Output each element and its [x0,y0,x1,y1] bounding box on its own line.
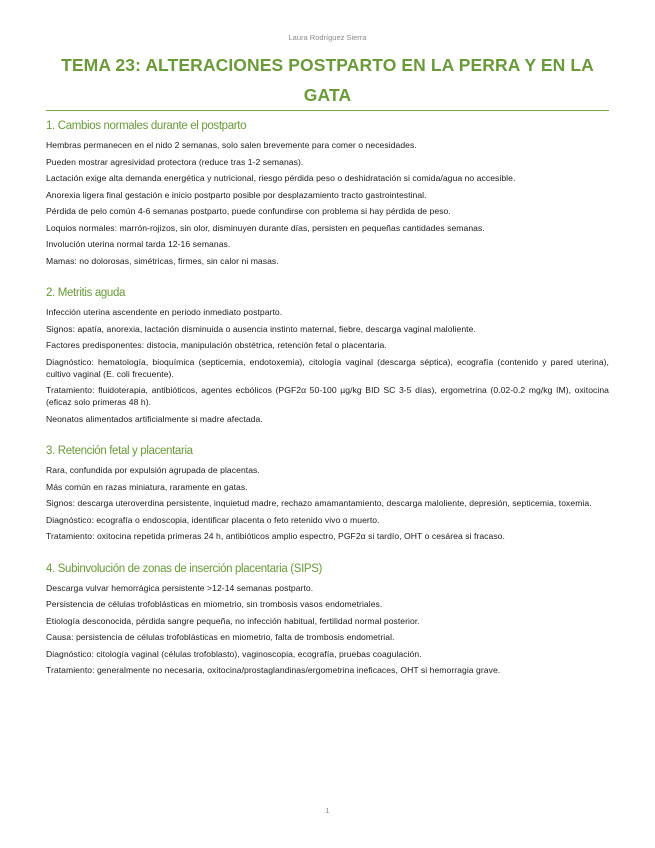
paragraph: Signos: descarga uteroverdina persistente, inquietud madre, rechazo amamantamiento, descarga maloliente, depresión, septicemia, toxemia. [46,498,592,508]
paragraph: Rara, confundida por expulsión agrupada de placentas. [46,465,260,475]
paragraph: Hembras permanecen en el nido 2 semanas, solo salen brevemente para comer o necesidades. [46,140,417,150]
paragraph: Diagnóstico: hematología, bioquímica (septicemia, endotoxemia), citología vaginal (descarga séptica), ecografía (contenido y pared uterina), cultivo vaginal (E. coli frecuente). [46,356,609,379]
section-heading: 3. Retención fetal y placentaria [46,445,193,457]
document-title: TEMA 23: ALTERACIONES POSTPARTO EN LA PERRA Y EN LA GATA [61,55,594,105]
paragraph: Pueden mostrar agresividad protectora (reduce tras 1-2 semanas). [46,156,304,167]
paragraph: Loquios normales: marrón-rojizos, sin olor, disminuyen durante días, persisten en pequeñas cantidades semanas. [46,222,485,233]
paragraph: Tratamiento: fluidoterapia, antibióticos, agentes ecbólicos (PGF2α 50-100 µg/kg BID SC 3-5 días), ergometrina (0.02-0.2 mg/kg IM), oxitocina (eficaz solo primeras 48 h). [46,385,609,407]
paragraph: Lactación exige alta demanda energética y nutricional, riesgo pérdida peso o deshidratación si comida/agua no accesible. [46,173,516,183]
paragraph: Neonatos alimentados artificialmente si madre afectada. [46,413,263,424]
section-spacer [46,271,609,285]
paragraph: Pérdida de pelo común 4-6 semanas postparto, puede confundirse con problema si hay pérdida de peso. [46,206,451,216]
paragraph: Persistencia de células trofoblásticas en miometrio, sin trombosis vasos endometriales. [46,599,383,609]
section-4 [46,561,609,677]
paragraph: Tratamiento: oxitocina repetida primeras 24 h, antibióticos amplio espectro, PGF2α si tardío, OHT o cesárea si fracaso. [46,531,505,541]
paragraph: Signos: apatía, anorexia, lactación disminuida o ausencia instinto maternal, fiebre, descarga vaginal maloliente. [46,323,476,334]
paragraph: Involución uterina normal tarda 12-16 semanas. [46,239,231,249]
section-3 [46,443,609,542]
title-divider [46,110,609,111]
paragraph: Factores predisponentes: distocia, manipulación obstétrica, retención fetal o placentaria. [46,340,387,350]
section-spacer [46,429,609,443]
paragraph: Etiología desconocida, pérdida sangre pequeña, no infección habitual, fertilidad normal posterior. [46,615,420,626]
author-name: Laura Rodríguez Sierra [288,33,367,42]
section-spacer [46,547,609,561]
paragraph: Infección uterina ascendente en periodo inmediato postparto. [46,307,283,317]
paragraph: Diagnóstico: ecografía o endoscopia, identificar placenta o feto retenido vivo o muerto. [46,514,380,525]
paragraph: Descarga vulvar hemorrágica persistente >12-14 semanas postparto. [46,582,314,593]
section-heading: 2. Metritis aguda [46,287,126,299]
paragraph: Anorexia ligera final gestación e inicio postparto posible por desplazamiento tracto gastrointestinal. [46,189,427,200]
paragraph: Tratamiento: generalmente no necesaria, oxitocina/prostaglandinas/ergometrina ineficaces, OHT si hemorragia grave. [46,665,501,675]
paragraph: Causa: persistencia de células trofoblásticas en miometrio, falta de trombosis endometrial. [46,632,395,642]
paragraph: Más común en razas miniatura, raramente en gatas. [46,481,248,492]
paragraph: Diagnóstico: citología vaginal (células trofoblasto), vaginoscopia, ecografía, pruebas coagulación. [46,648,422,659]
paragraph: Mamas: no dolorosas, simétricas, firmes, sin calor ni masas. [46,255,279,266]
page-number: 1 [325,806,330,815]
section-2 [46,285,609,425]
section-1 [46,118,609,267]
section-heading: 4. Subinvolución de zonas de inserción placentaria (SIPS) [46,562,323,575]
document-body [46,118,609,681]
section-heading: 1. Cambios normales durante el postparto [46,120,247,132]
